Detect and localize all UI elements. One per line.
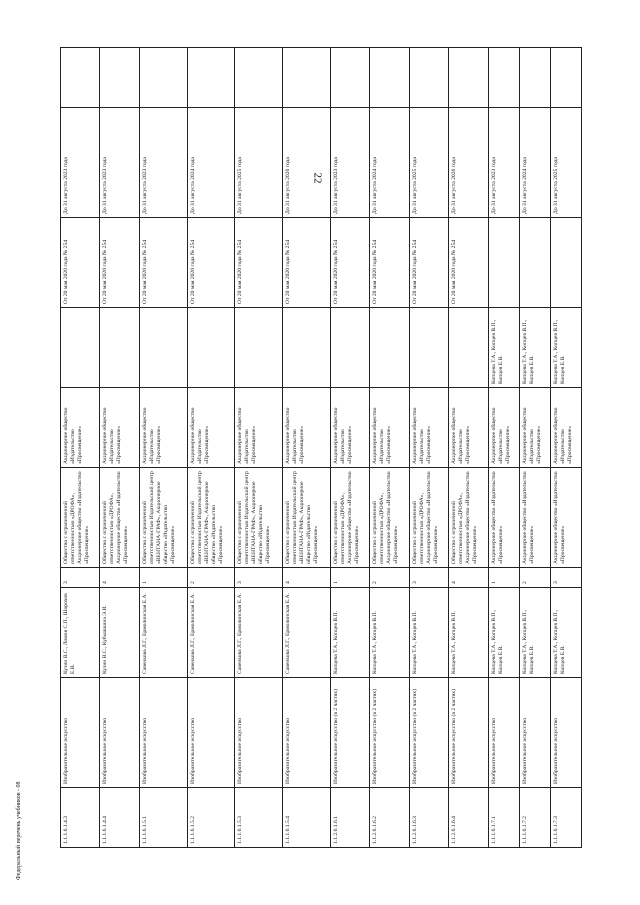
table-row — [370, 48, 409, 848]
cell-empty — [449, 48, 488, 108]
cell-grade: 3 — [61, 568, 100, 588]
cell-authors: Кузин В.С., Ломов С.П., Шорохов Е.В. — [61, 588, 100, 678]
cell-code: 1.1.1.6.1.7.3 — [550, 788, 581, 848]
cell-subject: Изобразительное искусство — [550, 678, 581, 788]
cell-order: От 20 мая 2020 года № 254 — [235, 218, 283, 308]
cell-extra: Копцева Т.А., Копцев В.П., Копцев Е.В. — [550, 308, 581, 388]
cell-extra — [139, 308, 187, 388]
cell-publisher: Акционерное общество «Издательство «Просвещение» — [283, 388, 331, 468]
cell-order: От 20 мая 2020 года № 254 — [61, 218, 100, 308]
cell-code: 1.1.1.6.1.5.1 — [139, 788, 187, 848]
table-row — [283, 48, 331, 848]
cell-subject: Изобразительное искусство (в 2 частях) — [331, 678, 370, 788]
cell-until: До 31 августа 2025 года — [409, 108, 448, 218]
cell-extra — [331, 308, 370, 388]
cell-empty — [61, 48, 100, 108]
cell-grade: 4 — [449, 568, 488, 588]
cell-order: От 20 мая 2020 года № 254 — [139, 218, 187, 308]
cell-grade: 2 — [370, 568, 409, 588]
table-body — [61, 48, 582, 848]
page-footer: Федеральный перечень учебников - 08 — [16, 781, 22, 880]
cell-extra — [283, 308, 331, 388]
cell-grade: 4 — [100, 568, 139, 588]
cell-code: 1.1.1.6.1.7.1 — [488, 788, 519, 848]
cell-title: Общество с ограниченной ответственностью «ДРОФА», Акционерное общество «Издательство «Просвещение» — [331, 468, 370, 568]
rotated-table-container — [60, 48, 582, 848]
cell-extra — [187, 308, 235, 388]
cell-code: 1.1.1.6.1.7.2 — [519, 788, 550, 848]
cell-empty — [331, 48, 370, 108]
cell-until: До 31 августа 2024 года — [519, 108, 550, 218]
cell-authors: Савенкова Л.Г., Ермолинская Е.А. — [283, 588, 331, 678]
cell-empty — [409, 48, 448, 108]
cell-empty — [235, 48, 283, 108]
cell-publisher: Акционерное общество «Издательство «Просвещение» — [409, 388, 448, 468]
cell-publisher: Акционерное общество «Издательство «Просвещение» — [519, 388, 550, 468]
cell-until: До 31 августа 2026 года — [449, 108, 488, 218]
cell-subject: Изобразительное искусство (в 2 частях) — [409, 678, 448, 788]
cell-grade: 4 — [283, 568, 331, 588]
cell-subject: Изобразительное искусство (в 2 частях) — [370, 678, 409, 788]
cell-authors: Савенкова Л.Г., Ермолинская Е.А. — [187, 588, 235, 678]
cell-extra — [61, 308, 100, 388]
cell-title: Акционерное общество «Издательство «Просвещение» — [519, 468, 550, 568]
table-row — [488, 48, 519, 848]
cell-subject: Изобразительное искусство — [187, 678, 235, 788]
table-row — [61, 48, 100, 848]
cell-title: Акционерное общество «Издательство «Просвещение» — [488, 468, 519, 568]
table-row — [139, 48, 187, 848]
cell-grade: 1 — [139, 568, 187, 588]
cell-until: До 31 августа 2025 года — [550, 108, 581, 218]
cell-title: Общество с ограниченной ответственностью «ДРОФА», Акционерное общество «Издательство «Просвещение» — [100, 468, 139, 568]
cell-code: 1.1.2.6.1.6.2 — [370, 788, 409, 848]
cell-code: 1.1.1.6.1.5.4 — [283, 788, 331, 848]
cell-subject: Изобразительное искусство — [100, 678, 139, 788]
cell-extra: Копцева Т.А., Копцев В.П., Копцев Е.В. — [488, 308, 519, 388]
cell-title: Общество с ограниченной ответственностью «ДРОФА», Акционерное общество «Издательство «Просвещение» — [61, 468, 100, 568]
cell-order: От 20 мая 2020 года № 254 — [449, 218, 488, 308]
cell-publisher: Акционерное общество «Издательство «Просвещение» — [550, 388, 581, 468]
cell-empty — [187, 48, 235, 108]
cell-grade: 2 — [519, 568, 550, 588]
table-row — [449, 48, 488, 848]
table-row — [100, 48, 139, 848]
table-row — [550, 48, 581, 848]
cell-title: Общество с ограниченной ответственностью Издательский центр «ВЕНТАНА-ГРАФ», Акционерное общество «Издательство «Просвещение» — [139, 468, 187, 568]
cell-until: До 31 августа 2024 года — [370, 108, 409, 218]
table-row — [409, 48, 448, 848]
cell-extra — [235, 308, 283, 388]
cell-authors: Копцева Т.А., Копцев В.П. — [370, 588, 409, 678]
cell-code: 1.1.1.6.1.5.2 — [187, 788, 235, 848]
cell-code: 1.1.2.6.1.6.4 — [449, 788, 488, 848]
cell-publisher: Акционерное общество «Издательство «Просвещение» — [100, 388, 139, 468]
cell-until: До 31 августа 2023 года — [139, 108, 187, 218]
cell-until: До 31 августа 2024 года — [187, 108, 235, 218]
cell-subject: Изобразительное искусство — [519, 678, 550, 788]
cell-empty — [370, 48, 409, 108]
cell-publisher: Акционерное общество «Издательство «Просвещение» — [139, 388, 187, 468]
cell-authors: Копцева Т.А., Копцев В.П. — [449, 588, 488, 678]
cell-extra: Копцева Т.А., Копцев В.П., Копцев Е.В. — [519, 308, 550, 388]
cell-code: 1.1.1.6.1.5.3 — [235, 788, 283, 848]
cell-subject: Изобразительное искусство (в 2 частях) — [449, 678, 488, 788]
cell-code: 1.1.1.6.1.4.3 — [61, 788, 100, 848]
cell-empty — [100, 48, 139, 108]
table-row — [235, 48, 283, 848]
cell-title: Общество с ограниченной ответственностью Издательский центр «ВЕНТАНА-ГРАФ», Акционерное общество «Издательство «Просвещение» — [283, 468, 331, 568]
cell-order — [550, 218, 581, 308]
cell-grade: 2 — [187, 568, 235, 588]
cell-authors: Савенкова Л.Г., Ермолинская Е.А. — [139, 588, 187, 678]
cell-subject: Изобразительное искусство — [139, 678, 187, 788]
cell-title: Общество с ограниченной ответственностью «ДРОФА», Акционерное общество «Издательство «Просвещение» — [409, 468, 448, 568]
cell-grade: 1 — [331, 568, 370, 588]
textbook-table — [60, 47, 582, 848]
cell-extra — [449, 308, 488, 388]
cell-grade: 3 — [550, 568, 581, 588]
table-row — [519, 48, 550, 848]
cell-until: До 31 августа 2026 года — [283, 108, 331, 218]
cell-publisher: Акционерное общество «Издательство «Просвещение» — [449, 388, 488, 468]
page-number: 22 — [311, 172, 324, 184]
cell-authors: Савенкова Л.Г., Ермолинская Е.А. — [235, 588, 283, 678]
cell-empty — [550, 48, 581, 108]
cell-until: До 31 августа 2023 года — [100, 108, 139, 218]
cell-title: Общество с ограниченной ответственностью Издательский центр «ВЕНТАНА-ГРАФ», Акционерное общество «Издательство «Просвещение» — [235, 468, 283, 568]
cell-order: От 20 мая 2020 года № 254 — [187, 218, 235, 308]
cell-empty — [283, 48, 331, 108]
cell-order: От 20 мая 2020 года № 254 — [100, 218, 139, 308]
cell-authors: Копцева Т.А., Копцев В.П., Копцев Е.В. — [550, 588, 581, 678]
cell-order — [488, 218, 519, 308]
cell-grade: 3 — [235, 568, 283, 588]
cell-empty — [139, 48, 187, 108]
cell-extra — [100, 308, 139, 388]
cell-extra — [409, 308, 448, 388]
cell-until: До 31 августа 2023 года — [61, 108, 100, 218]
cell-publisher: Акционерное общество «Издательство «Просвещение» — [331, 388, 370, 468]
cell-empty — [488, 48, 519, 108]
cell-authors: Копцева Т.А., Копцев В.П. — [331, 588, 370, 678]
cell-until: До 31 августа 2025 года — [235, 108, 283, 218]
cell-code: 1.1.2.6.1.6.3 — [409, 788, 448, 848]
cell-order: От 20 мая 2020 года № 254 — [370, 218, 409, 308]
cell-authors: Копцева Т.А., Копцев В.П., Копцев Е.В. — [488, 588, 519, 678]
cell-order: От 20 мая 2020 года № 254 — [409, 218, 448, 308]
cell-publisher: Акционерное общество «Издательство «Просвещение» — [61, 388, 100, 468]
cell-subject: Изобразительное искусство — [283, 678, 331, 788]
cell-publisher: Акционерное общество «Издательство «Просвещение» — [235, 388, 283, 468]
cell-title: Общество с ограниченной ответственностью «ДРОФА», Акционерное общество «Издательство «Просвещение» — [370, 468, 409, 568]
cell-until: До 31 августа 2023 года — [331, 108, 370, 218]
cell-order: От 20 мая 2020 года № 254 — [283, 218, 331, 308]
cell-extra — [370, 308, 409, 388]
cell-publisher: Акционерное общество «Издательство «Просвещение» — [488, 388, 519, 468]
table-row — [187, 48, 235, 848]
cell-grade: 3 — [409, 568, 448, 588]
cell-authors: Копцева Т.А., Копцев В.П., Копцев Е.В. — [519, 588, 550, 678]
cell-code: 1.1.2.6.1.6.1 — [331, 788, 370, 848]
cell-publisher: Акционерное общество «Издательство «Просвещение» — [370, 388, 409, 468]
cell-subject: Изобразительное искусство — [61, 678, 100, 788]
cell-title: Общество с ограниченной ответственностью «ДРОФА», Акционерное общество «Издательство «Просвещение» — [449, 468, 488, 568]
cell-order — [519, 218, 550, 308]
cell-title: Акционерное общество «Издательство «Просвещение» — [550, 468, 581, 568]
cell-code: 1.1.1.6.1.4.4 — [100, 788, 139, 848]
cell-publisher: Акционерное общество «Издательство «Просвещение» — [187, 388, 235, 468]
cell-subject: Изобразительное искусство — [235, 678, 283, 788]
cell-until: До 31 августа 2023 года — [488, 108, 519, 218]
cell-grade: 1 — [488, 568, 519, 588]
cell-empty — [519, 48, 550, 108]
cell-authors: Кузин В.С., Кубышкина Э.И. — [100, 588, 139, 678]
cell-authors: Копцева Т.А., Копцев В.П. — [409, 588, 448, 678]
cell-title: Общество с ограниченной ответственностью Издательский центр «ВЕНТАНА-ГРАФ», Акционерное общество «Издательство «Просвещение» — [187, 468, 235, 568]
cell-order: От 20 мая 2020 года № 254 — [331, 218, 370, 308]
cell-subject: Изобразительное искусство — [488, 678, 519, 788]
table-row — [331, 48, 370, 848]
